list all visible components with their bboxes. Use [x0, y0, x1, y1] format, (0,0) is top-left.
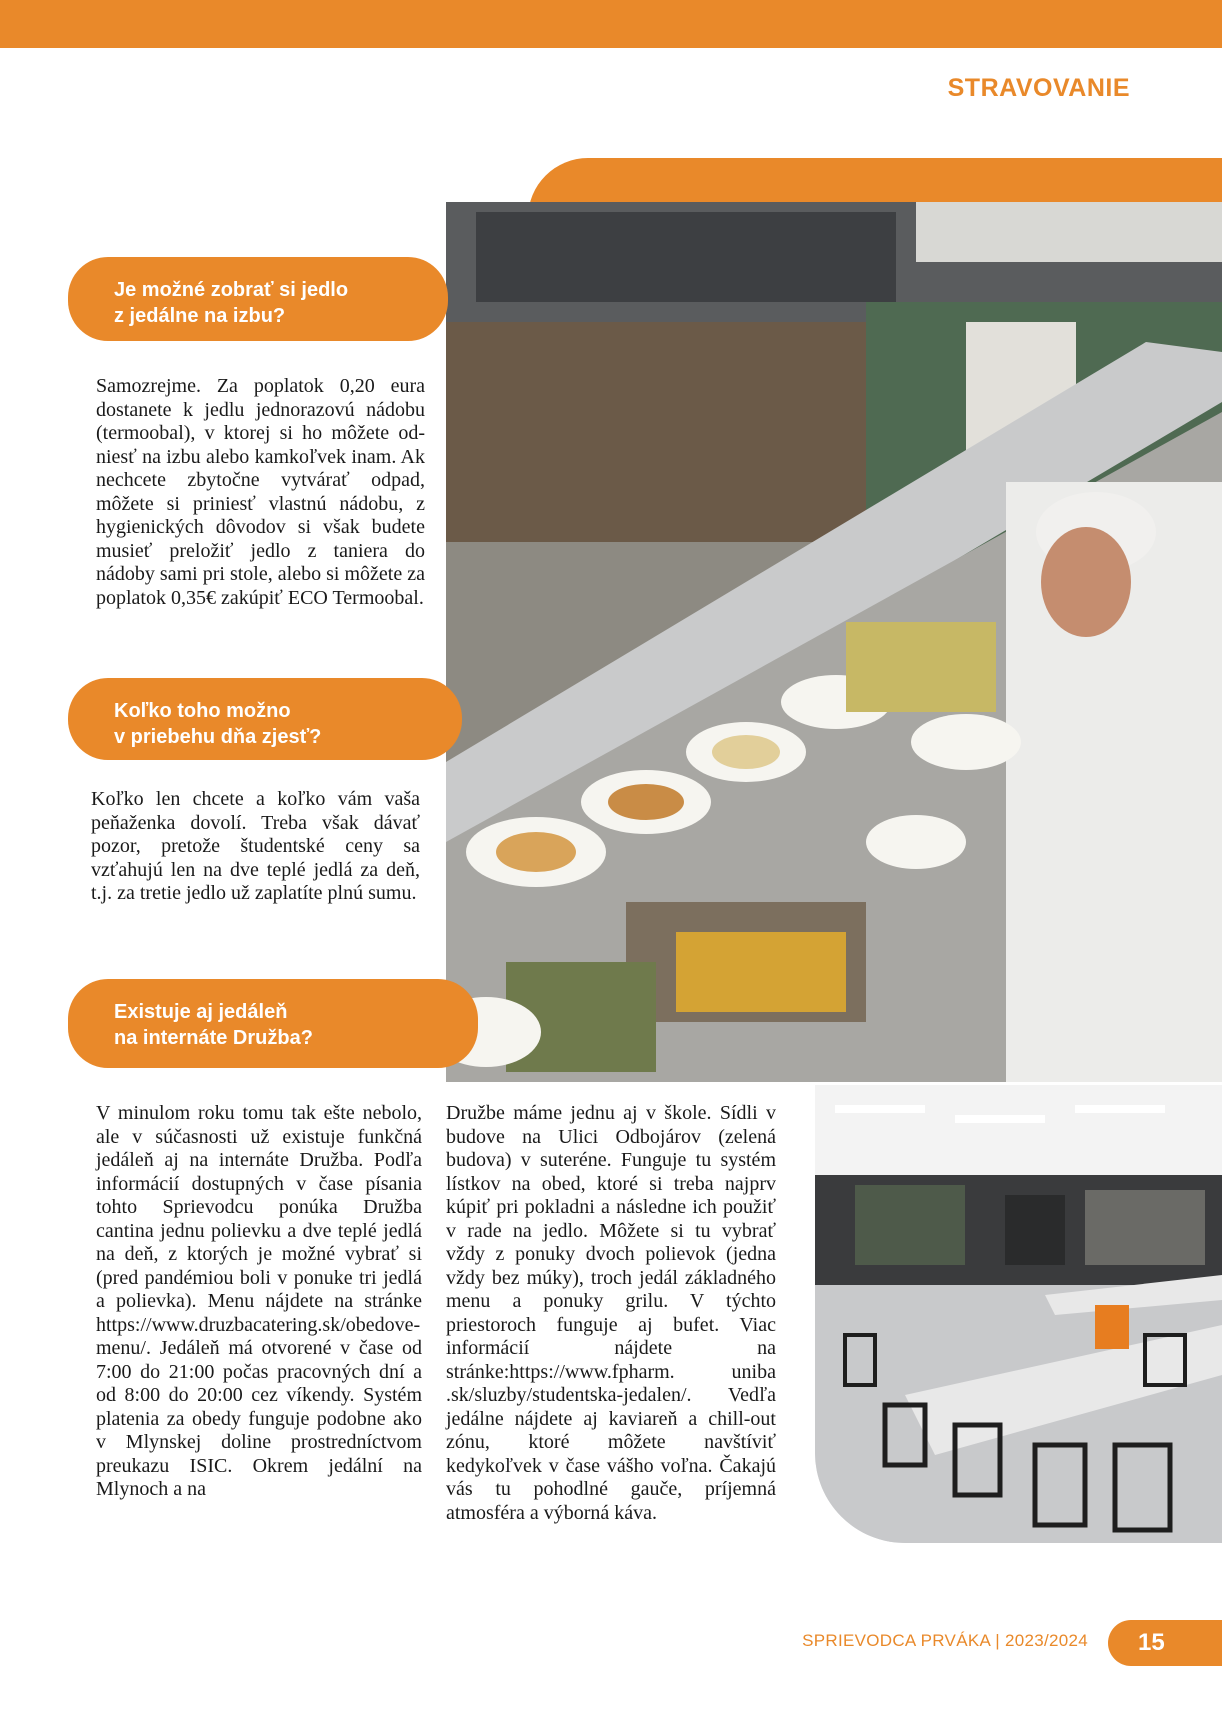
section-title: STRAVOVANIE — [947, 74, 1130, 102]
top-accent-bar — [0, 0, 1222, 48]
dining-hall-photo — [815, 1085, 1222, 1543]
answer-druzba-column-1: V minulom roku tomu tak ešte nebolo, ale v súčasnosti už existuje funkčná jedáleň aj na internáte Družba. Podľa informácií dostupných v čase písania tohto Sprievodcu ponúka Družba cantina jednu polievku a dve teplé jedlá na deň, z ktorých je možné vybrať si (pred pandémiou boli v ponuke tri jedlá a polievka). Menu nájdete na stránke https://www.druzbacatering.sk/obedove-menu/. Jedáleň má otvorené v čase od 7:00 do 21:00 počas pracovných dní a od 8:00 do 20:00 cez víkendy. Systém platenia za obedy funguje podobne ako v Mlynskej doline prostredníctvom preukazu ISIC. Okrem jedální na Mlynoch a na — [96, 1102, 422, 1500]
answer-daily-amount: Koľko len chcete a koľko vám vaša peňaženka dovolí. Treba však dávať pozor, pretože študentské ceny sa vzťahujú len na dve teplé jedlá za deň, t.j. za tretie jedlo už zaplatíte plnú sumu. — [91, 788, 420, 904]
canteen-serving-line-photo — [446, 202, 1222, 1082]
question-takeaway: Je možné zobrať si jedlo z jedálne na izbu? — [68, 257, 448, 341]
page-number: 15 — [1108, 1620, 1222, 1666]
question-druzba-canteen: Existuje aj jedáleň na internáte Družba? — [68, 979, 478, 1068]
answer-takeaway: Samozrejme. Za poplatok 0,20 eura dostanete k jedlu jednorazovú nádobu (termoobal), v ktorej si ho môžete odniesť na izbu alebo kamkoľvek inam. Ak nechcete zbytočne vytvárať odpad, môžete si priniesť vlastnú nádobu, z hygienických dôvodov si však budete musieť preložiť jedlo z taniera do nádoby sami pri stole, alebo si môžete za poplatok 0,35€ zakúpiť ECO Termoobal. — [96, 375, 425, 609]
answer-druzba-column-2: Družbe máme jednu aj v škole. Sídli v budove na Ulici Odbojárov (zelená budova) v suteréne. Funguje tu systém lístkov na obed, ktoré si treba najprv kúpiť pri pokladni a následne ich použiť v rade na jedlo. Môžete si tu vybrať vždy z ponuky dvoch polievok (jedna vždy bez múky), troch jedál základného menu a ponuky grilu. V týchto priestoroch funguje aj bufet. Viac informácií nájdete na stránke:https://www.fpharm. uniba .sk/sluzby/studentska-jedalen/. Vedľa jedálne nájdete aj kaviareň a chill-out zónu, ktoré môžete navštíviť kedykoľvek v čase vášho voľna. Čakajú vás tu pohodlné gauče, príjemná atmosféra a výborná káva. — [446, 1102, 776, 1524]
footer-publication: SPRIEVODCA PRVÁKA | 2023/2024 — [802, 1631, 1088, 1650]
question-daily-amount: Koľko toho možno v priebehu dňa zjesť? — [68, 678, 462, 760]
